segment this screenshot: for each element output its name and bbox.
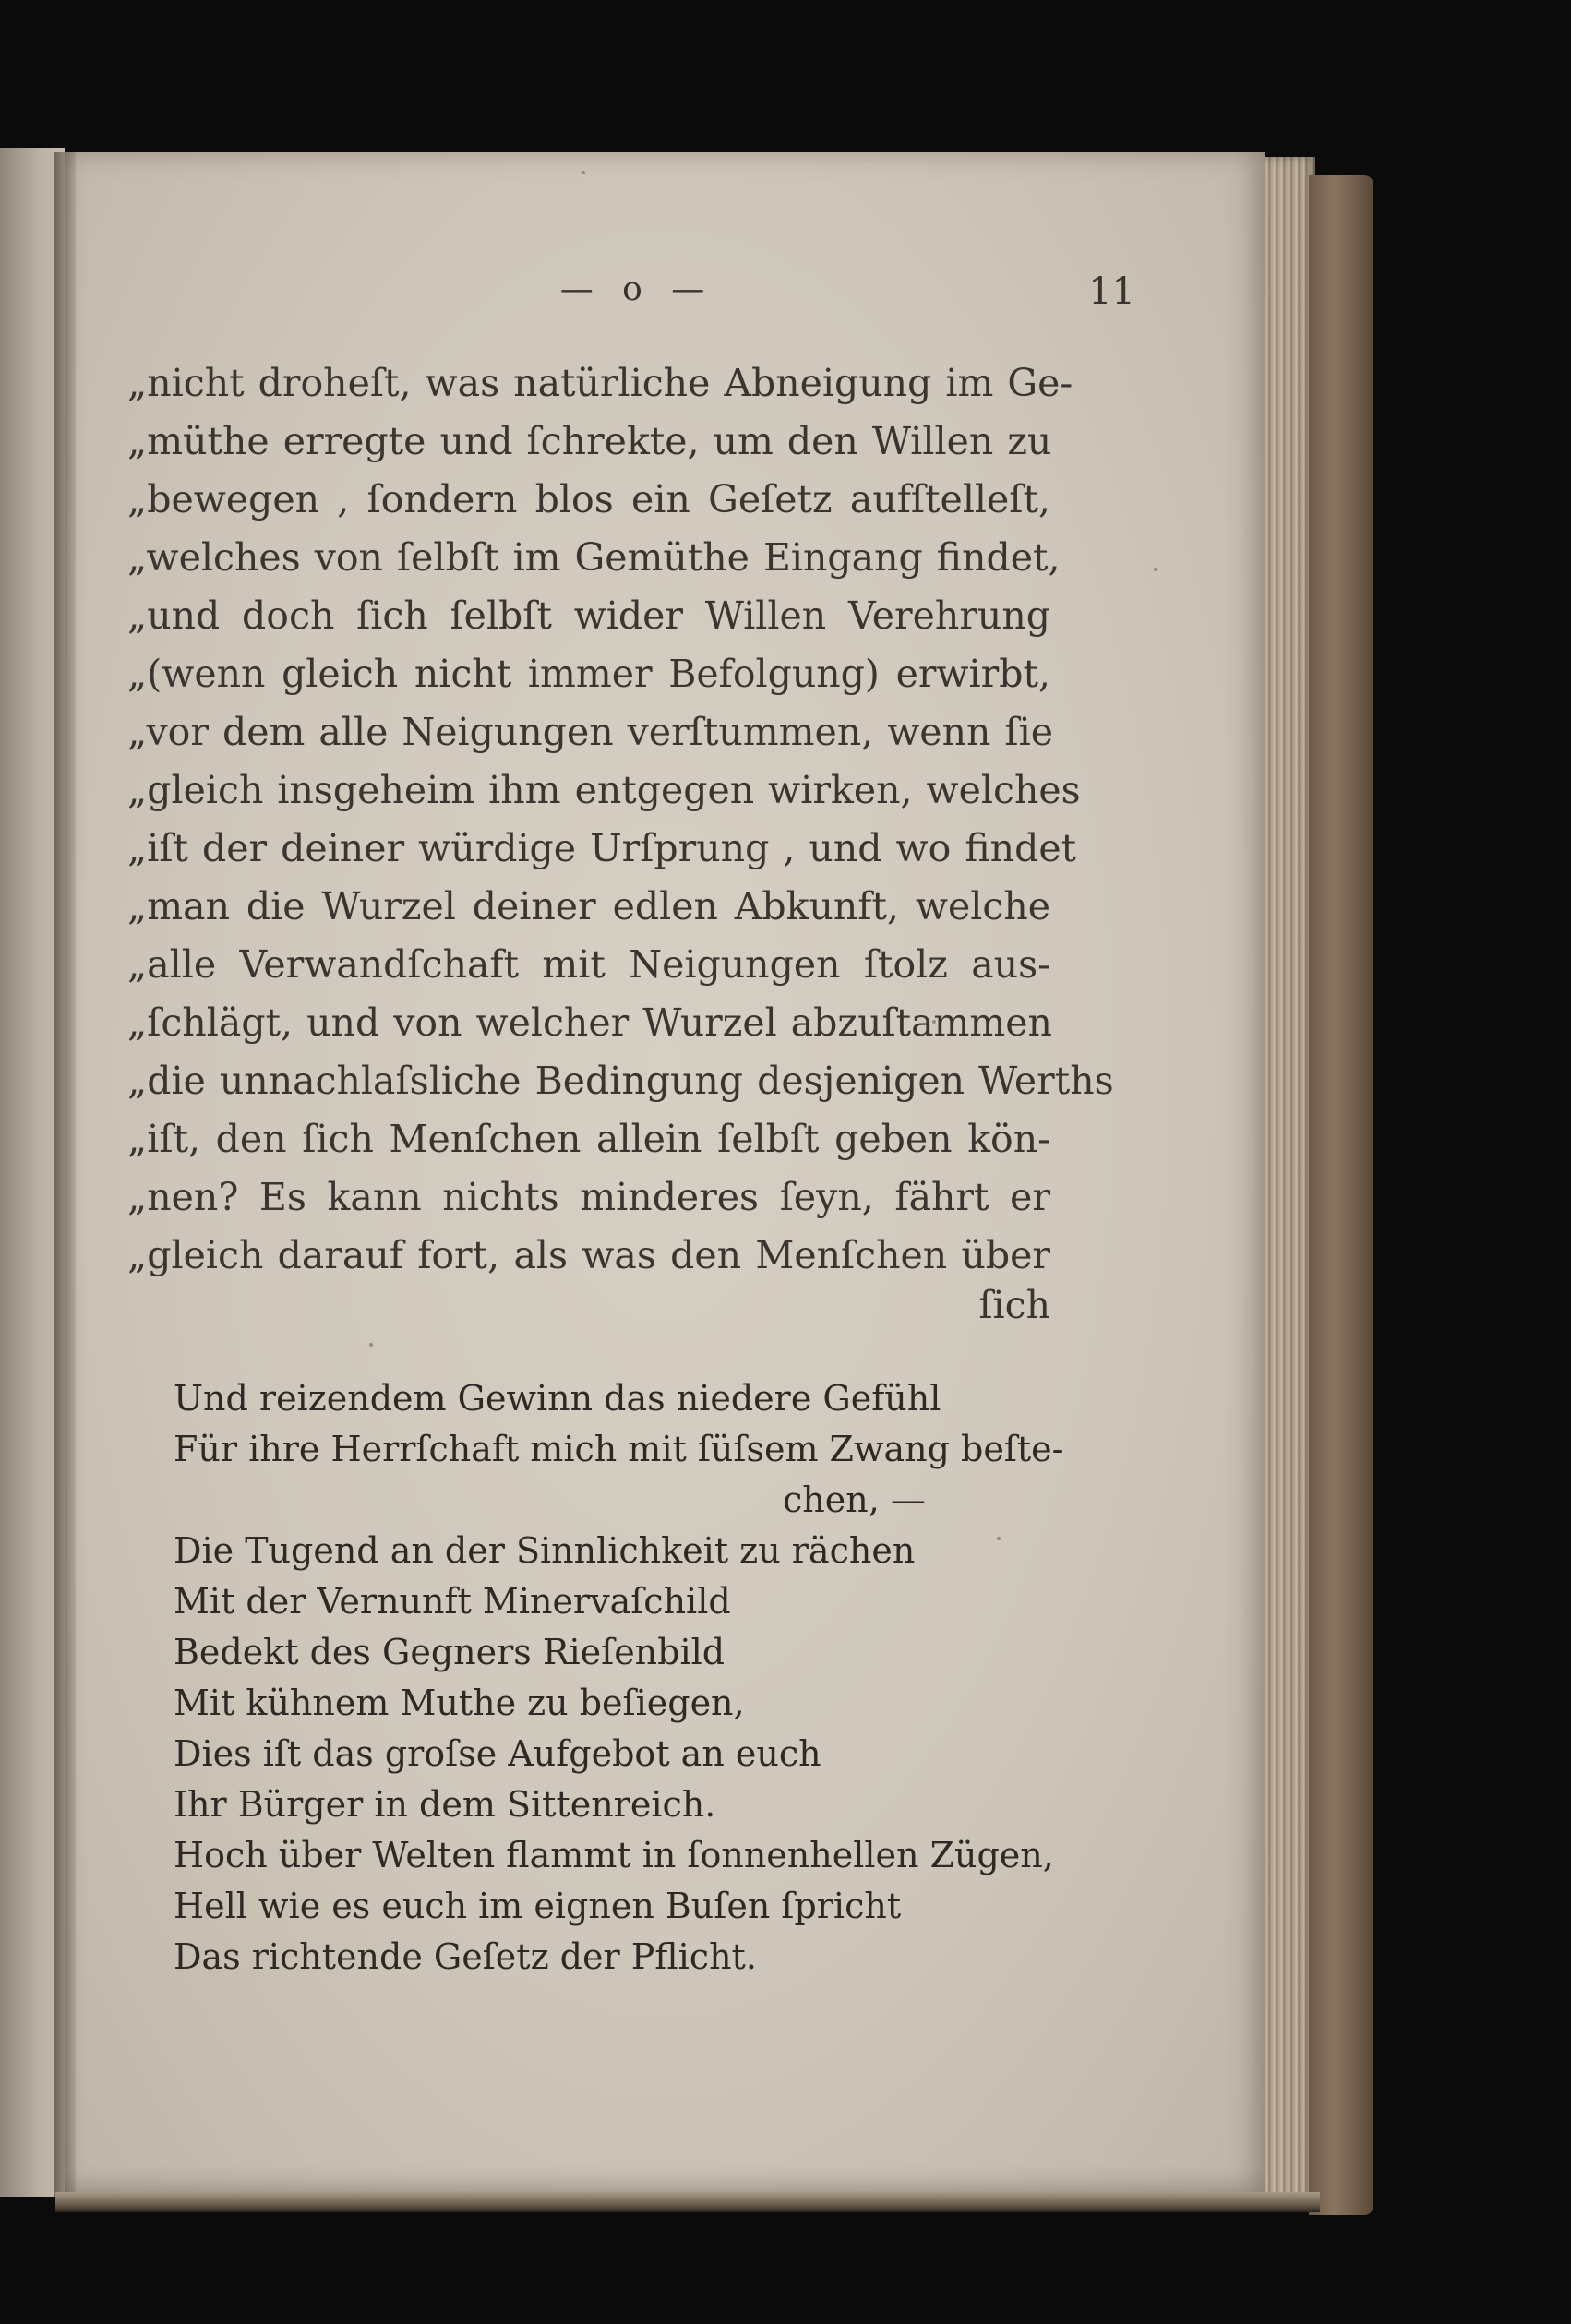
verse-line: Das richtende Geſetz der Pflicht. xyxy=(174,1936,757,1977)
verse-line: Hell wie es euch im eignen Buſen ſpricht xyxy=(174,1886,902,1926)
book-cover-edge xyxy=(1309,175,1373,2215)
paper-speck xyxy=(1154,568,1157,571)
prose-line: „die unnachlaſsliche Bedingung desjenigen Werths xyxy=(127,1059,1114,1103)
prose-line: „nicht droheſt, was natürliche Abneigung im Ge- xyxy=(127,361,1073,405)
running-header xyxy=(111,270,1135,326)
book-fore-edge xyxy=(1265,157,1315,2201)
prose-line: „gleich darauf fort, als was den Menſchen über xyxy=(127,1233,1050,1277)
prose-line: „ſchlägt, und von welcher Wurzel abzuſtammen xyxy=(127,1000,1052,1045)
verse-line: Für ihre Herrſchaft mich mit ſüſsem Zwang beſte- xyxy=(174,1429,1064,1469)
verse-line: Mit kühnem Muthe zu beſiegen, xyxy=(174,1683,745,1723)
verse-line: Ihr Bürger in dem Sittenreich. xyxy=(174,1784,716,1825)
prose-line: „welches von ſelbſt im Gemüthe Eingang findet, xyxy=(127,535,1061,580)
verse-block xyxy=(174,1373,1106,1983)
prose-line: „bewegen , ſondern blos ein Geſetz aufſtelleſt, xyxy=(127,477,1050,521)
prose-line: „(wenn gleich nicht immer Befolgung) erwirbt, xyxy=(127,652,1050,696)
paper-speck xyxy=(369,1343,373,1347)
page-number: 11 xyxy=(1088,270,1135,313)
verse-line: Und reizendem Gewinn das niedere Gefühl xyxy=(174,1378,941,1419)
catchword: ſich xyxy=(978,1283,1050,1327)
prose-line: „iſt, den ſich Menſchen allein ſelbſt geben kön- xyxy=(127,1117,1050,1161)
prose-line: „alle Verwandſchaft mit Neigungen ſtolz aus- xyxy=(127,942,1050,987)
verse-line-continuation: chen, — xyxy=(783,1479,926,1520)
paper-speck xyxy=(582,171,585,174)
prose-line: „gleich insgeheim ihm entgegen wirken, welches xyxy=(127,768,1081,812)
verse-line: Dies iſt das groſse Aufgebot an euch xyxy=(174,1733,821,1774)
prose-line: „nen? Es kann nichts minderes ſeyn, fährt er xyxy=(127,1175,1050,1219)
header-ornament: — o — xyxy=(559,270,714,308)
prose-block xyxy=(127,354,1114,1285)
verse-line: Mit der Vernunft Minervaſchild xyxy=(174,1581,731,1622)
verse-line: Die Tugend an der Sinnlichkeit zu rächen xyxy=(174,1530,916,1571)
prose-line: „vor dem alle Neigungen verſtummen, wenn ſie xyxy=(127,710,1053,754)
prose-line: „und doch ſich ſelbſt wider Willen Verehrung xyxy=(127,593,1050,638)
verse-line: Bedekt des Gegners Rieſenbild xyxy=(174,1632,726,1672)
verse-line: Hoch über Welten flammt in ſonnenhellen Zügen, xyxy=(174,1835,1054,1875)
book-bottom-edge xyxy=(55,2192,1320,2212)
prose-line: „iſt der deiner würdige Urſprung , und wo findet xyxy=(127,826,1077,870)
prose-line: „müthe erregte und ſchrekte, um den Willen zu xyxy=(127,419,1052,463)
page-gutter-shadow xyxy=(54,152,76,2197)
prose-line: „man die Wurzel deiner edlen Abkunft, welche xyxy=(127,884,1050,928)
